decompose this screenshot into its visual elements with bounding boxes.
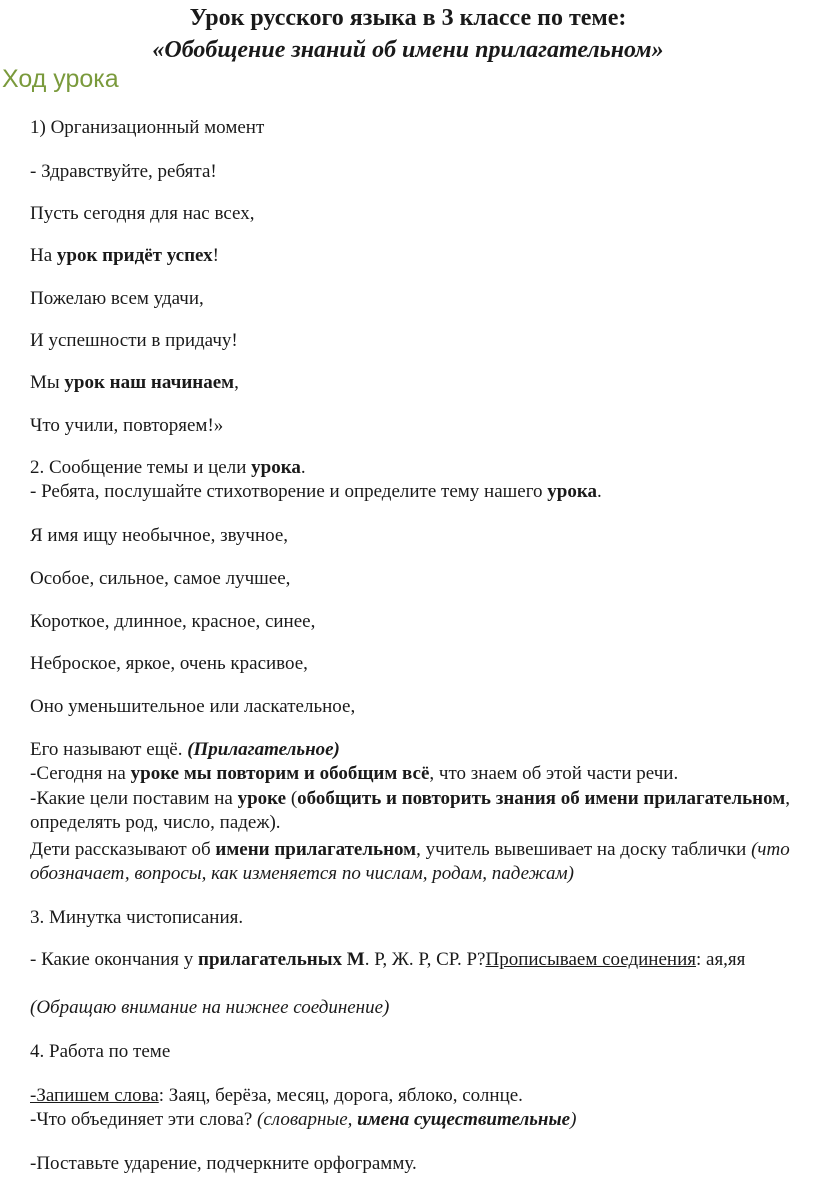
instruction-line: -Поставьте ударение, подчеркните орфограмму. (30, 1153, 417, 1174)
step-org-moment: 1) Организационный момент (30, 117, 265, 138)
section-heading: Ход урока (2, 65, 119, 93)
poem-line: И успешности в придачу! (30, 330, 238, 351)
page-title: Урок русского языка в 3 классе по теме: (189, 5, 627, 31)
step-topic: 2. Сообщение темы и цели урока. (30, 457, 306, 478)
greeting-line: - Здравствуйте, ребята! (30, 161, 217, 182)
riddle-line: Я имя ищу необычное, звучное, (30, 525, 289, 546)
poem-line: На урок придёт успех! (30, 245, 219, 266)
page-subtitle: «Обобщение знаний об имени прилагательном» (152, 37, 664, 63)
words-line: -Запишем слова: Заяц, берёза, месяц, дорога, яблоко, солнце. (30, 1085, 523, 1106)
question-line: -Что объединяет эти слова? (словарные, имена существительные) (30, 1109, 577, 1130)
riddle-line: Короткое, длинное, красное, синее, (30, 611, 316, 632)
endings-paragraph: - Какие окончания у прилагательных М. Р, Ж. Р, СР. Р?Прописываем соединения: ая,яя (30, 949, 746, 970)
lesson-goal-line: -Сегодня на уроке мы повторим и обобщим всё, что знаем об этой части речи. (30, 763, 679, 784)
riddle-line: Оно уменьшительное или ласкательное, (30, 696, 356, 717)
poem-line: Что учили, повторяем!» (30, 415, 224, 436)
poem-line: Пусть сегодня для нас всех, (30, 203, 255, 224)
tables-paragraph: Дети рассказывают об имени прилагательном, учитель вывешивает на доску таблички (что обозначает, вопросы, как изменяется по числам, родам, падежам) (30, 839, 790, 884)
penmanship-note: (Обращаю внимание на нижнее соединение) (30, 997, 390, 1018)
riddle-line: Особое, сильное, самое лучшее, (30, 568, 291, 589)
poem-line: Мы урок наш начинаем, (30, 372, 239, 393)
topic-instruction: - Ребята, послушайте стихотворение и определите тему нашего урока. (30, 481, 602, 502)
step-penmanship: 3. Минутка чистописания. (30, 907, 244, 928)
riddle-line: Неброское, яркое, очень красивое, (30, 653, 308, 674)
goals-paragraph: -Какие цели поставим на уроке (обобщить и повторить знания об имени прилагательном, определять род, число, падеж). (30, 788, 790, 833)
poem-line: Пожелаю всем удачи, (30, 288, 204, 309)
riddle-answer: Его называют ещё. (Прилагательное) (30, 739, 340, 760)
step-topic-work: 4. Работа по теме (30, 1041, 171, 1062)
